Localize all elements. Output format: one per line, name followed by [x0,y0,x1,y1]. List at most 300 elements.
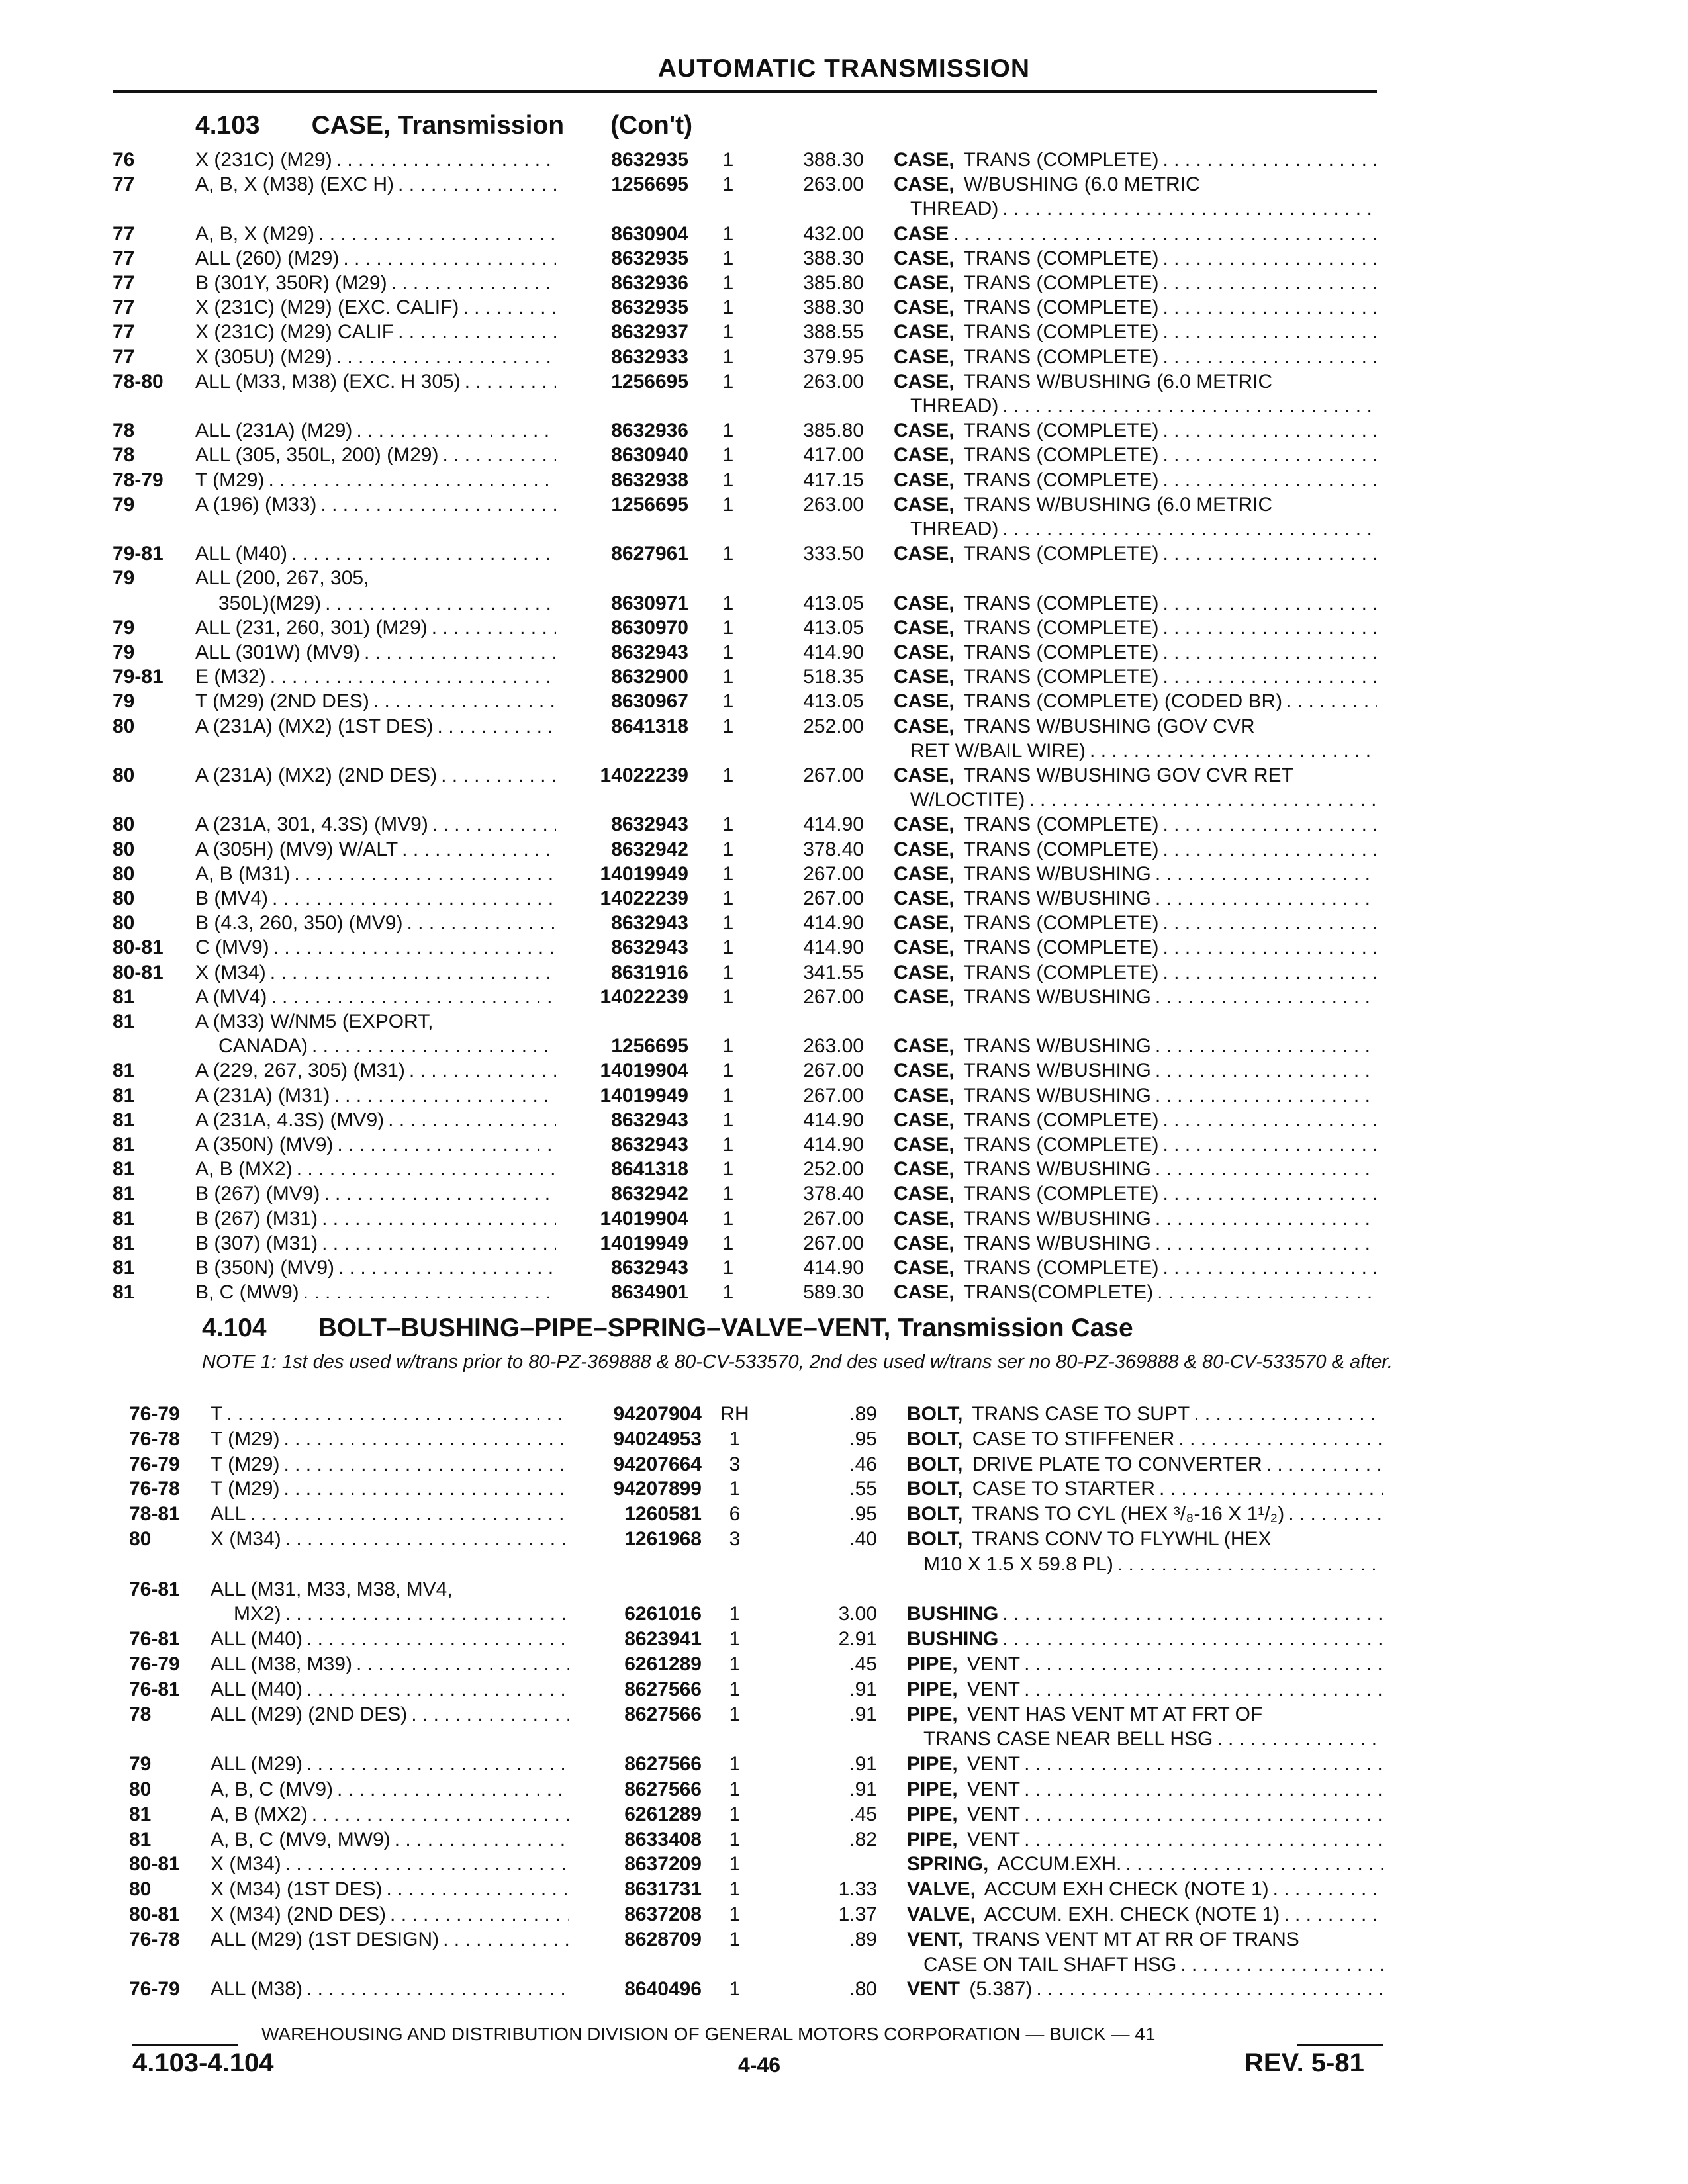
description [894,862,1377,887]
table-row [0,1108,1688,1133]
application [195,1058,556,1083]
application: A (M33) W/NM5 (EXPORT, [195,1011,434,1032]
description-noun: CASE, [894,887,959,909]
model-year: 78-80 [113,370,164,392]
description-noun: CASE, [894,1232,959,1254]
price: 388.30 [803,247,864,269]
description-noun: CASE, [894,936,959,958]
description [894,1108,1377,1133]
application-text: X (305U) (M29) [195,346,336,368]
part-number: 8632942 [611,838,688,860]
application-text: T (M29) [211,1478,283,1500]
table-row [0,1206,1688,1232]
description-noun: CASE, [894,986,959,1008]
table-row [0,1502,1688,1527]
quantity: 1 [722,764,734,786]
description-noun: CASE, [894,1085,959,1107]
description-text: TRANS (COMPLETE) [963,346,1162,368]
price: 432.00 [803,222,864,245]
application [195,1206,556,1232]
part-number: 8631731 [624,1878,702,1901]
description-noun: BOLT, [907,1428,966,1450]
description-noun: CASE, [894,1109,959,1131]
model-year: 80 [129,1778,152,1800]
model-year: 81 [113,1281,135,1304]
price: 267.00 [803,1207,864,1230]
description [907,1827,1383,1852]
description-text: VENT [967,1829,1024,1850]
price: 388.30 [803,296,864,319]
description-noun: PIPE, [907,1678,962,1700]
price: .91 [849,1778,877,1800]
description [894,615,1377,641]
application [211,1502,569,1527]
description-noun: CASE, [894,1060,959,1081]
price: 414.90 [803,1109,864,1131]
table-row [0,1280,1688,1305]
description-text: TRANS (COMPLETE) [963,1257,1162,1279]
description [894,1157,1377,1182]
description-text: TRANS (COMPLETE) [963,296,1162,318]
price: 414.90 [803,641,864,663]
description-noun: CASE, [894,543,959,565]
part-number: 94207904 [613,1403,702,1425]
model-year: 78 [113,444,135,467]
table-row [0,320,1688,345]
table-row [0,1132,1688,1158]
description-noun: CASE, [894,839,959,860]
quantity: 1 [722,1035,734,1058]
model-year: 81 [113,985,135,1008]
application-text: ALL (M33, M38) (EXC. H 305) [195,371,465,392]
part-number: 8628709 [624,1928,702,1950]
description [894,345,1377,370]
table-row [0,664,1688,690]
description-text: TRANS (COMPLETE) [963,912,1162,934]
model-year: 81 [113,1060,135,1082]
description-noun: CASE, [894,813,959,835]
description-noun: CASE, [894,641,959,663]
description-noun: CASE, [894,420,959,441]
description-noun: PIPE, [907,1704,962,1725]
price: 252.00 [803,1158,864,1181]
price: .46 [849,1453,877,1475]
description [907,1852,1383,1877]
model-year: 81 [129,1828,152,1850]
application [211,1827,569,1852]
description-noun: CASE, [894,764,959,786]
model-year: 77 [113,173,135,196]
application-text: B (350N) (MV9) [195,1257,338,1279]
application [211,1677,569,1702]
table-row-continuation [0,197,1688,222]
table-row [0,763,1688,788]
description-text: TRANS (COMPLETE) [963,321,1162,343]
price: 388.55 [803,321,864,343]
description-text: THREAD) [910,518,1002,540]
application-text: ALL (M29) (2ND DES) [211,1704,411,1725]
application [195,1132,556,1158]
description [907,1477,1383,1502]
description [907,1502,1383,1527]
application-text: A (MV4) [195,986,271,1008]
section-4-103-heading [195,111,692,140]
model-year: 79 [113,567,135,590]
table-row [0,1577,1688,1602]
price: .80 [849,1978,877,2001]
price: 414.90 [803,1257,864,1279]
table-row-continuation [0,517,1688,542]
price: 378.40 [803,1183,864,1205]
table-row [0,1652,1688,1677]
application-text: ALL (M40) [211,1628,306,1650]
table-row [0,468,1688,493]
application [218,1034,556,1059]
model-year: 76-79 [129,1978,180,2001]
application-text: ALL (301W) (MV9) [195,641,364,663]
part-number: 8627961 [611,543,688,565]
table-row [0,1827,1688,1852]
table-row-continuation [0,1552,1688,1577]
application-text: ALL [211,1503,250,1525]
description [907,1677,1383,1702]
price: .55 [849,1478,877,1500]
table-row [0,1527,1688,1552]
price: .95 [849,1503,877,1525]
part-number: 8632935 [611,149,688,171]
part-number: 8634901 [611,1281,688,1304]
application [195,271,556,296]
table-row [0,812,1688,837]
description-text: TRANS W/BUSHING [963,1232,1154,1254]
table-row [0,935,1688,960]
description [894,492,1377,518]
description-text: TRANS TO CYL (HEX ³/₈-16 X 1¹/₂) [972,1503,1288,1525]
description-text: VENT [967,1803,1024,1825]
description-text: TRANS (COMPLETE) [963,592,1162,614]
table-row [0,886,1688,911]
table-row [0,1802,1688,1827]
description-text: TRANS (COMPLETE) [963,617,1162,639]
quantity: 1 [729,1853,741,1876]
model-year: 76-81 [129,1628,180,1651]
part-number: 1256695 [611,493,688,516]
description [894,689,1377,714]
application [211,1777,569,1802]
application-text: ALL (M29) (1ST DESIGN) [211,1929,443,1950]
description-text: TRANS W/BUSHING [963,1035,1154,1057]
quantity: 1 [729,1928,741,1950]
price: 333.50 [803,543,864,565]
price: 267.00 [803,764,864,786]
quantity: 1 [722,1109,734,1131]
description [894,664,1377,690]
description-noun: BOLT, [907,1478,966,1500]
table-row [0,1034,1688,1059]
part-number: 8632943 [611,813,688,836]
application-text: ALL (231, 260, 301) (M29) [195,617,432,639]
description-noun: PIPE, [907,1778,962,1800]
description-text: TRANS VENT MT AT RR OF TRANS [972,1929,1303,1950]
application-text: B (301Y, 350R) (M29) [195,272,391,294]
application-text: B (4.3, 260, 350) (MV9) [195,912,406,934]
quantity: 1 [722,1084,734,1107]
application-text: T (M29) [211,1453,283,1475]
part-number: 8632935 [611,247,688,269]
description-noun: BOLT, [907,1503,966,1525]
part-number: 8632936 [611,420,688,442]
description-text: RET W/BAIL WIRE) [910,740,1090,762]
description [907,1652,1383,1677]
description-text: TRANS (COMPLETE) [963,469,1162,491]
quantity: 1 [729,1903,741,1925]
application-text: A (231A) (MX2) (1ST DES) [195,715,438,737]
description-noun: CASE, [894,592,959,614]
application-text: A, B, X (M38) (EXC H) [195,173,398,195]
part-number: 8632943 [611,1109,688,1131]
application: ALL (M31, M33, M38, MV4, [211,1578,453,1600]
description-noun: CASE, [894,1257,959,1279]
table-row [0,1427,1688,1452]
quantity: 1 [722,641,734,663]
description-noun: VALVE, [907,1903,980,1925]
table-row [0,369,1688,394]
description [907,1902,1383,1927]
table-row [0,222,1688,247]
part-number: 14019949 [600,1084,688,1107]
model-year: 78 [129,1703,152,1725]
description [907,1877,1383,1902]
model-year: 80 [113,838,135,860]
description [894,985,1377,1010]
footer-division: WAREHOUSING AND DISTRIBUTION DIVISION OF GENERAL MOTORS CORPORATION — BUICK — 41 [261,2024,1156,2044]
description-text: (5.387) [969,1978,1036,2000]
part-number: 8632938 [611,469,688,491]
description-noun: CASE, [894,321,959,343]
application-text: C (MV9) [195,936,273,958]
description [894,1034,1377,1059]
application [195,345,556,370]
description-text: TRANS (COMPLETE) [963,641,1162,663]
price: 414.90 [803,936,864,959]
quantity: 1 [722,493,734,516]
quantity: 1 [722,370,734,392]
table-row [0,1902,1688,1927]
application [234,1602,569,1627]
model-year: 81 [113,1183,135,1205]
application [195,664,556,690]
application [195,812,556,837]
application [211,1702,569,1727]
description-text: TRANS (COMPLETE) [963,149,1162,171]
part-number: 8632933 [611,345,688,368]
application [195,862,556,887]
price: .89 [849,1928,877,1950]
price: .89 [849,1403,877,1425]
section-title: BOLT–BUSHING–PIPE–SPRING–VALVE–VENT, Transmission Case [318,1314,1133,1342]
description [894,591,1377,616]
table-row [0,1752,1688,1777]
quantity: 1 [729,1628,741,1651]
model-year: 76-79 [129,1653,180,1675]
part-number: 8623941 [624,1628,702,1651]
description-text: TRANS W/BUSHING (6.0 METRIC [963,494,1276,516]
description-text: TRANS W/BUSHING [963,1158,1154,1180]
application [211,1977,569,2002]
footer-rule-left [132,2044,238,2046]
application-text: X (231C) (M29) [195,149,336,171]
application-text: A (231A) (M31) [195,1085,334,1107]
application-text: ALL (231A) (M29) [195,420,356,441]
table-row [0,443,1688,468]
price: .40 [849,1528,877,1550]
application-text: A (229, 267, 305) (M31) [195,1060,409,1081]
table-row [0,345,1688,370]
part-number: 8637208 [624,1903,702,1925]
description-text: ACCUM. EXH. CHECK (NOTE 1) [984,1903,1284,1925]
model-year: 80 [113,813,135,836]
description-noun: CASE, [894,1183,959,1205]
description-continuation [910,394,1377,419]
description-text: TRANS W/BUSHING [963,863,1154,885]
table-row [0,492,1688,518]
footer-rule-right [1297,2044,1383,2046]
application [195,492,556,518]
description-text: TRANS (COMPLETE) [963,839,1162,860]
description [894,369,1377,394]
application [211,1427,569,1452]
part-number: 8630971 [611,592,688,614]
part-number: 8641318 [611,1158,688,1181]
description-noun: CASE, [894,666,959,688]
table-row [0,1477,1688,1502]
description-noun: CASE, [894,248,959,269]
description [894,812,1377,837]
application-text: A, B, C (MV9, MW9) [211,1829,395,1850]
price: 385.80 [803,272,864,294]
part-number: 8633408 [624,1828,702,1850]
part-number: 1261968 [624,1528,702,1550]
price: 2.91 [838,1628,877,1651]
part-number: 6261016 [624,1603,702,1625]
quantity: 1 [729,1828,741,1850]
description-text: TRANS (COMPLETE) [963,666,1162,688]
quantity: 1 [729,1678,741,1700]
quantity: 1 [722,1134,734,1156]
model-year: 80 [113,764,135,786]
quantity: 1 [722,961,734,983]
model-year: 76-81 [129,1678,180,1700]
part-number: 14019949 [600,1232,688,1254]
table-row [0,1602,1688,1627]
table-row [0,1777,1688,1802]
part-number: 14019904 [600,1060,688,1082]
part-number: 8630940 [611,444,688,467]
price: 388.30 [803,149,864,171]
part-number: 8632943 [611,936,688,959]
model-year: 80 [113,862,135,885]
application [195,640,556,665]
model-year: 78-79 [113,469,164,491]
part-number: 14022239 [600,887,688,909]
quantity: 1 [722,1158,734,1181]
price: 1.37 [838,1903,877,1925]
quantity: 6 [729,1503,741,1525]
application-text: A, B, C (MV9) [211,1778,337,1800]
application [195,886,556,911]
price: 413.05 [803,592,864,614]
model-year: 80-81 [113,936,164,959]
quantity: RH [720,1403,749,1425]
quantity: 1 [722,616,734,639]
table-row [0,1157,1688,1182]
application [211,1927,569,1952]
model-year: 79 [113,641,135,663]
price: 518.35 [803,666,864,688]
description-text: TRANS (COMPLETE) [963,420,1162,441]
quantity: 1 [722,247,734,269]
price: 267.00 [803,1232,864,1254]
part-number: 8632943 [611,641,688,663]
application-text: X (231C) (M29) CALIF [195,321,398,343]
model-year: 80-81 [129,1903,180,1925]
price: 589.30 [803,1281,864,1304]
application-text: ALL (305, 350L, 200) (M29) [195,444,442,466]
quantity: 1 [722,173,734,196]
application [195,714,556,739]
application-text: A (231A) (MX2) (2ND DES) [195,764,441,786]
description-text: TRANS (COMPLETE) [963,813,1162,835]
description-noun: CASE, [894,715,959,737]
description [907,1602,1383,1627]
price: 267.00 [803,985,864,1008]
description-text: TRANS (COMPLETE) [963,272,1162,294]
section-number: 4.103 [195,111,260,140]
table-row [0,960,1688,985]
description [894,271,1377,296]
quantity: 1 [722,1183,734,1205]
description-text: VENT [967,1653,1024,1675]
table-row [0,1181,1688,1206]
table-row [0,1058,1688,1083]
application [195,172,556,197]
application [211,1527,569,1552]
application [211,1627,569,1652]
application [195,985,556,1010]
description [907,1452,1383,1477]
description [907,1777,1383,1802]
quantity: 1 [729,1428,741,1450]
description-text: CASE ON TAIL SHAFT HSG [923,1954,1180,1976]
description-text: CASE TO STIFFENER [972,1428,1179,1450]
description [894,714,1377,739]
price: .91 [849,1678,877,1700]
quantity: 1 [722,1281,734,1304]
part-number: 8630970 [611,616,688,639]
quantity: 1 [722,345,734,368]
part-number: 8632900 [611,666,688,688]
part-number: 6261289 [624,1803,702,1825]
price: 3.00 [838,1603,877,1625]
price: .45 [849,1653,877,1675]
part-number: 6261289 [624,1653,702,1675]
application-text: B (267) (MV9) [195,1183,324,1205]
application-text: ALL (M40) [211,1678,306,1700]
description [907,1427,1383,1452]
quantity: 1 [722,887,734,909]
footer-revision: REV. 5-81 [1244,2048,1364,2077]
application [195,443,556,468]
